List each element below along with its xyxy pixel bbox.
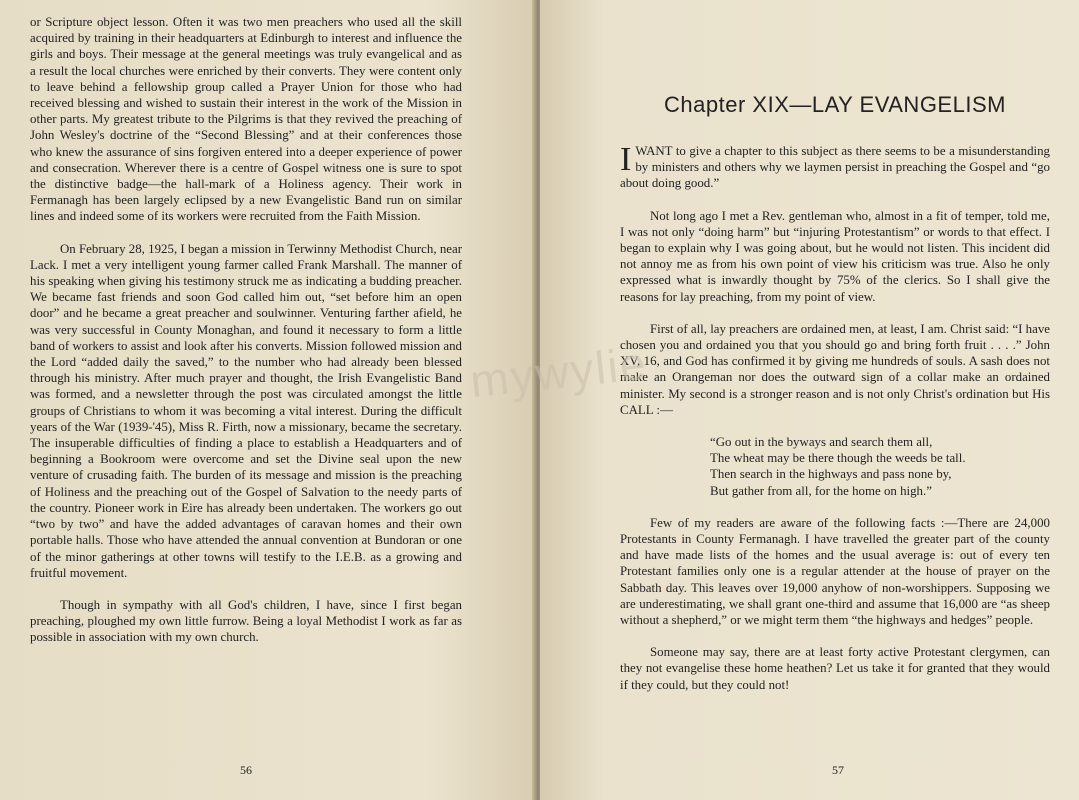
paragraph: First of all, lay preachers are ordained men, at least, I am. Christ said: “I have chosen you and ordained you that you should go and bring forth fruit . . . .” John XV, 16, and God has confirmed it by giving me hundreds of souls. A sash does not make an Orangeman nor does the outward sign of a collar make an ordained minister. My second is a stronger reason and is not only Christ's ordination but His CALL :—	[620, 321, 1050, 417]
opening-text: WANT to give a chapter to this subject as there seems to be a misunderstanding by ministers and others why we laymen persist in preaching the Gospel and “go about doing good.”	[620, 144, 1050, 191]
page-number: 56	[240, 763, 252, 777]
poem-line: “Go out in the byways and search them all,	[710, 435, 933, 450]
poem-line: But gather from all, for the home on high.”	[710, 483, 932, 498]
paragraph: Though in sympathy with all God's children, I have, since I first began preaching, ploughed my own little furrow. Being a loyal Methodist I work as far as possible in association with my own church.	[30, 597, 462, 645]
chapter-title: Chapter XIX—LAY EVANGELISM	[664, 92, 1006, 117]
poem-line: The wheat may be there though the weeds be tall.	[710, 451, 966, 466]
paragraph: Someone may say, there are at least forty active Protestant clergymen, can they not evangelise these home heathen? Let us take it for granted that they would if they could, but they could not!	[620, 645, 1050, 692]
poem	[710, 434, 1050, 499]
paragraph: or Scripture object lesson. Often it was two men preachers who used all the skill acquired by training in their headquarters at Edinburgh to interest and influence the girls and boys. Their message at the general meetings was truly evangelical and as a result the local churches were enriched by their converts. They were content only to leave behind a fellowship group called a Prayer Union for those who had received blessing and wished to sustain their interest in the work of the Mission in other parts. My greatest tribute to the Pilgrims is that they revived the preaching of John Wesley's doctrine of the “Second Blessing” and at their conferences those who knew the assurance of sins forgiven entered into a deeper experience of power and consecration. Wherever there is a centre of Gospel witness one is sure to spot the distinctive badge—the hall-mark of a Holiness agency. Their work in Fermanagh has been largely eclipsed by a new Evangelistic Band run on similar lines and indeed some of its workers were recruited from the Faith Mission.	[30, 15, 462, 224]
right-page-text	[620, 143, 1050, 693]
drop-cap: I	[620, 141, 632, 178]
watermark: mywylie	[467, 336, 650, 408]
paragraph: On February 28, 1925, I began a mission in Terwinny Methodist Church, near Lack. I met a very intelligent young farmer called Frank Marshall. The manner of his speaking when giving his testimony struck me as indicating a budding preacher. We became fast friends and soon God called him out, “set before him an open door” and he became a great preacher and soulwinner. Venturing farther afield, he was very successful in County Monaghan, and found it necessary to form a little band of workers to assist and look after his converts. Mission followed mission and the Lord “added daily the saved,” to the number who had already been blessed through his ministry. After much prayer and thought, the Irish Evangelistic Band was formed, and a newsletter through the post was circulated amongst the little groups of Christians to whom it was becoming a vital interest. During the difficult years of the War (1939-'45), Miss R. Firth, now a missionary, became the secretary. The insuperable difficulties of finding a place to establish a Headquarters and of beginning a Bookroom were overcome and set the Divine seal upon the new venture of crusading faith. The burden of its message and mission is the preaching of Holiness and the preaching out of the Gospel of Salvation to the needy parts of the country. Pioneer work in Eire has already been undertaken. The workers go out “two by two” and have the added advantages of caravan homes and their own portable halls. Those who have attended the annual convention at Bundoran or one of the minor gatherings at other towns will testify to the I.E.B. as a growing and fruitful movement.	[30, 241, 462, 580]
page-number: 57	[832, 763, 844, 777]
opening-paragraph	[620, 143, 1050, 192]
paragraph: Not long ago I met a Rev. gentleman who, almost in a fit of temper, told me, I was not only “doing harm” but “injuring Protestantism” or words to that effect. I began to explain why I was going about, but he would not listen. This incident did not annoy me as from his own point of view his criticism was true. Also he only expressed what is inwardly thought by 75% of the clerics. So I shall give the reasons for lay preaching, from my point of view.	[620, 208, 1050, 304]
left-page-text	[30, 14, 462, 646]
right-page	[540, 0, 1079, 800]
left-page	[0, 0, 536, 800]
paragraph: Few of my readers are aware of the following facts :—There are 24,000 Protestants in County Fermanagh. I have travelled the greater part of the county and have made lists of the homes and the usual average is: out of every ten Protestant families only one is a regular attender at the house of prayer on the Sabbath day. This leaves over 19,000 anyhow of non-worshippers. Supposing we are underestimating, we shall grant one-third and assume that 16,000 are “as sheep without a shepherd,” or we might term them “the highways and hedges” people.	[620, 515, 1050, 628]
poem-line: Then search in the highways and pass none by,	[710, 467, 952, 482]
